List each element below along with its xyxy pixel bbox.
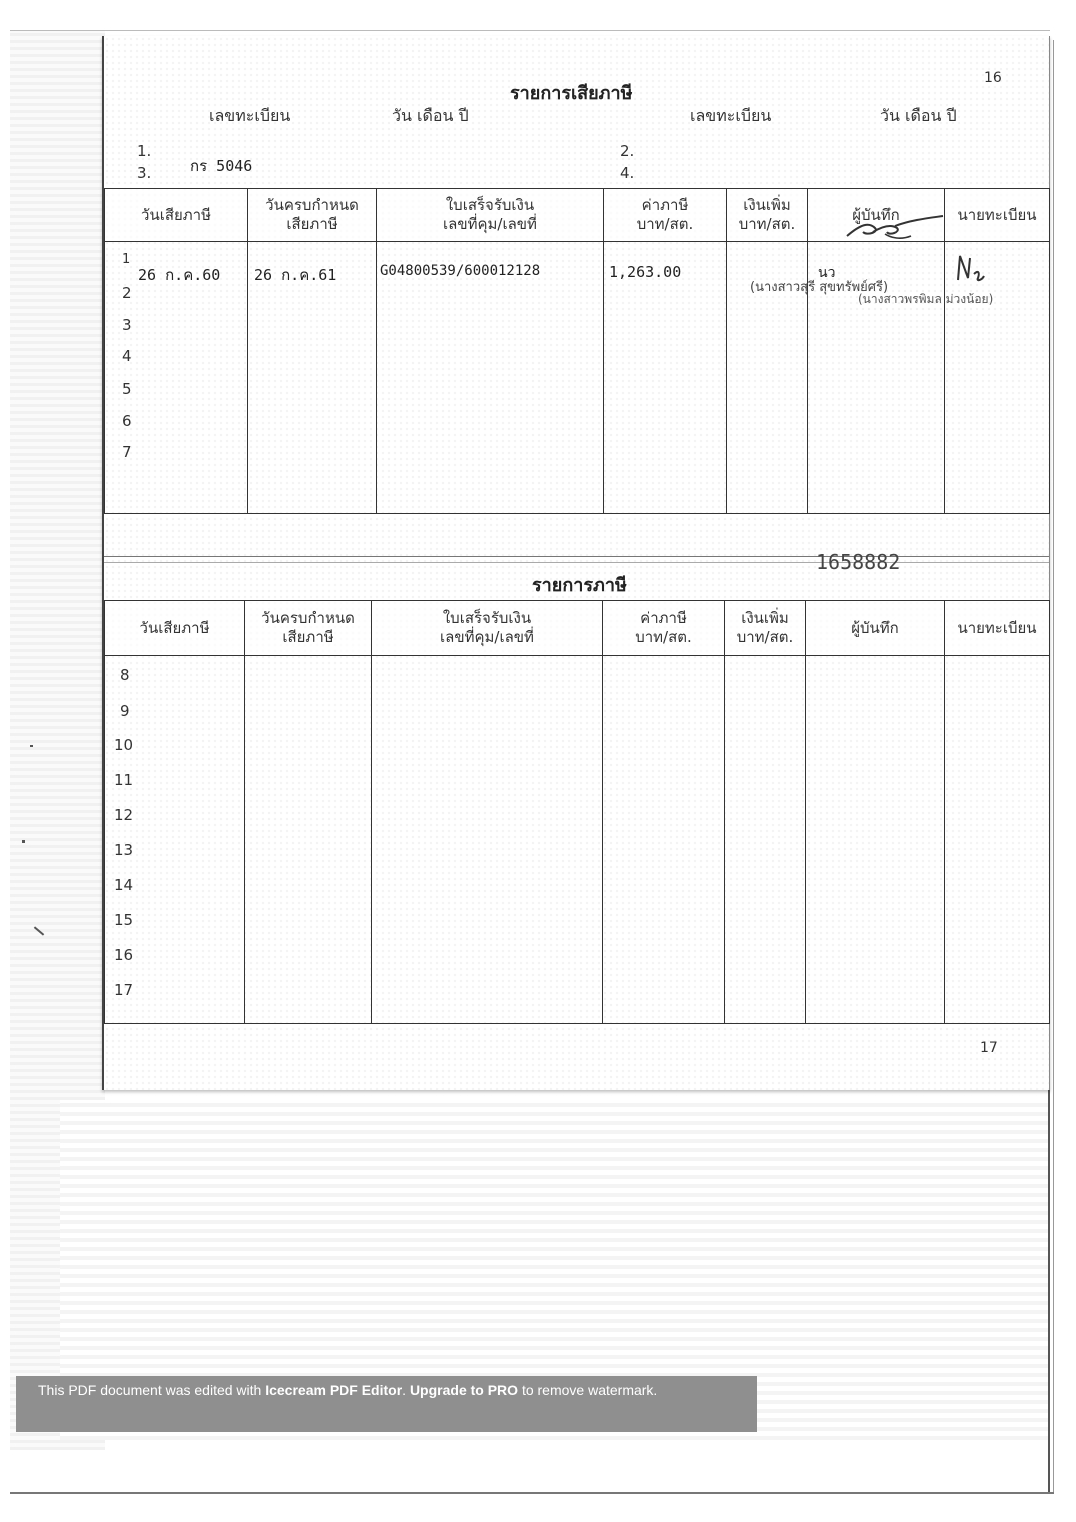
watermark-product-name: Icecream PDF Editor [265,1382,403,1398]
entry-due-date: 26 ก.ค.61 [254,266,337,284]
row-number: 9 [120,702,130,720]
recorder-name: (นางสาวสุรี สุขทรัพย์ศรี) [750,280,889,295]
page-number-top: 16 [984,70,1002,86]
header-surcharge: เงินเพิ่ม บาท/สต. [725,601,806,656]
header-receipt: ใบเสร็จรับเงิน เลขที่คุม/เลขที่ [377,189,604,242]
row-number: 4 [122,347,132,365]
registration-label-right: เลขทะเบียน [690,106,772,125]
cell-body [603,656,725,1024]
page-top-edge [10,30,1050,31]
row-number: 12 [114,806,134,824]
row-number: 8 [120,666,130,684]
reg-row-1-number: 1. [137,142,152,160]
cell-body [945,656,1050,1024]
editor-watermark-banner [16,1376,757,1432]
entry-tax-date: 26 ก.ค.60 [138,266,221,284]
row-number: 11 [114,771,134,789]
registration-label-left: เลขทะเบียน [209,106,291,125]
scan-speck [22,840,25,843]
cell-body [245,656,372,1024]
header-tax-date: วันเสียภาษี [105,601,245,656]
row-number: 2 [122,284,132,302]
recorder-signature [839,214,949,244]
header-due-date: วันครบกำหนด เสียภาษี [248,189,377,242]
title-tax-list: รายการภาษี [532,575,627,596]
row-number: 6 [122,412,132,430]
header-recorder: ผู้บันทึก [808,189,945,242]
section-divider [104,556,1049,557]
date-label-right: วัน เดือน ปี [880,106,957,125]
reg-row-2-number: 2. [620,142,635,160]
cell-body [377,242,604,514]
row-number: 15 [114,911,134,929]
row-number: 7 [122,443,132,461]
row-number: 17 [114,981,134,999]
header-receipt: ใบเสร็จรับเงิน เลขที่คุม/เลขที่ [372,601,603,656]
registration-plate-value: กร 5046 [190,157,253,175]
header-recorder: ผู้บันทึก [806,601,945,656]
date-label-left: วัน เดือน ปี [392,106,469,125]
cell-body [372,656,603,1024]
entry-receipt-number: G04800539/600012128 [380,263,541,279]
page-number-bottom: 17 [980,1040,998,1056]
header-tax-amount: ค่าภาษี บาท/สต. [604,189,727,242]
scan-speck [30,745,33,747]
cell-body [806,656,945,1024]
row-number: 16 [114,946,134,964]
row-number: 13 [114,841,134,859]
registrar-name: (นางสาวพรพิมล ม่วงน้อย) [858,292,994,306]
cell-body [725,656,806,1024]
page-bottom-edge [10,1492,1054,1494]
recorder-prefix: นว [818,265,836,281]
tax-record-sheet [102,36,1050,1090]
row-number: 1 [122,252,131,267]
reg-row-3-number: 3. [137,164,152,182]
tax-table-bottom [104,600,1050,1024]
header-registrar: นายทะเบียน [945,189,1050,242]
title-tax-payment-list: รายการเสียภาษี [510,83,633,104]
section-divider-lower [104,562,1049,563]
watermark-upgrade-link[interactable]: Upgrade to PRO [409,1382,519,1398]
page-right-edge-shadow [1053,40,1054,1492]
watermark-text: This PDF document was edited with Icecream PDF Editor. Upgrade to PRO to remove watermark. [38,1382,658,1398]
row-number: 5 [122,380,132,398]
cell-body [604,242,727,514]
row-number: 14 [114,876,134,894]
header-due-date: วันครบกำหนด เสียภาษี [245,601,372,656]
header-tax-amount: ค่าภาษี บาท/สต. [603,601,725,656]
header-tax-date: วันเสียภาษี [105,189,248,242]
reg-row-4-number: 4. [620,164,635,182]
header-surcharge: เงินเพิ่ม บาท/สต. [727,189,808,242]
registrar-signature [954,250,994,286]
header-registrar: นายทะเบียน [945,601,1050,656]
entry-tax-amount: 1,263.00 [609,263,682,281]
serial-number: 1658882 [816,550,901,574]
row-number: 3 [122,316,132,334]
row-number: 10 [114,736,134,754]
